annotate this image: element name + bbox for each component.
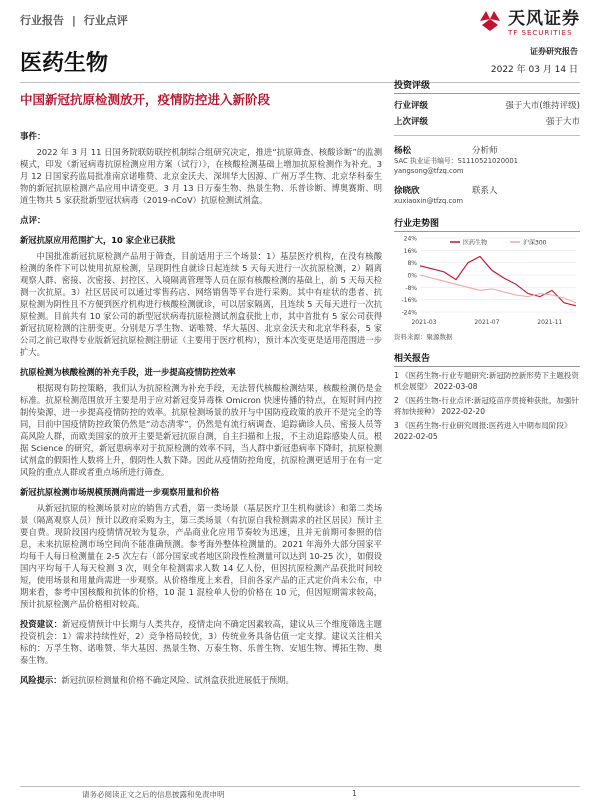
y-tick-label: -24% [401,309,417,317]
paragraph-3: 从新冠抗原的检测场景对应的销售方式看，第一类场景（基层医疗卫生机构就诊）和第二类场景（隔离观察人员）预计以政府采购为主，第三类场景（有抗原自我检测需求的社区居民）预计主要自费。现阶段国内疫情情况较为复杂，产品商业化应用节奏较为迅速，且并无前期可参照的信息，未来抗原检测市场空间尚不能准确预测。参考海外整体检测量的。2021 年海外大部分国家平均每千人每日检测量在 2-5 次左右（部分国家或者地区阶段性检测量可以达到 10-25 次），如假设国内平均每千人每天检测 3 次，则全年检测需求人数 14 亿人份，但因抗原检测产品获批时间较短，使用场景和用量尚需进一步观察。从价格维度上来看，目前各家产品的正式定价尚未公布，中期来看，参考中国核酸和抗体的价格，10 混 1 混检单人份的价格在 10 元，但因短期需求较高，预计抗原检测产品价格相对较高。 [20,503,382,609]
related-report-2[interactable] [394,395,580,417]
main-content [20,88,382,694]
event-paragraph: 2022 年 3 月 11 日国务院联防联控机制综合组研究决定，推进“抗原筛查、核酸诊断”的监测模式，印发《新冠病毒抗原检测应用方案（试行）》，在核酸检测基础上增加抗原检测作为补充。3 月 12 日国家药监局批准南京诺唯赞、北京金沃夫、深圳华大因源、广州万孚生物、北京华科泰生物的新冠抗原检测产品应用申请变更。3 月 13 日万泰生物、热景生物、乐普诊断、博奥赛斯、明道生物共 5 家获批新型冠状病毒（2019-nCoV）抗原检测试剂盒。 [20,147,382,205]
previous-rating-row [394,113,580,129]
analyst-name: 杨松 [394,146,412,156]
chart-source: 资料来源：聚源数据 [394,333,453,341]
analyst-block [394,144,580,176]
related-title: 《医药生物-行业点评:新冠疫苗序贯接种获批，加强针将加快接种》 [394,396,579,416]
y-tick-label: -8% [405,284,417,292]
tag-industry-comment: 行业点评 [83,14,128,27]
brand-name-en: TF SECURITIES [508,29,573,37]
contact-name: 徐晓欣 [394,186,420,196]
event-title: 事件： [20,132,46,142]
brand-name: 天风证券 [508,9,580,29]
rating-value: 强于大市(维持评级) [505,101,580,111]
risk-warning [20,674,382,686]
sidebar [394,78,580,445]
related-date: 2022-02-05 [394,432,438,441]
related-report-3[interactable] [394,420,580,442]
y-tick-label: 0% [407,272,417,280]
investment-advice-text: 新冠疫情预计中长期与人类共存，疫情走向不确定因素较高，建议从三个维度筛选主题投资机会：1）需求持续性好，2）竞争格局较优，3）传统业务具备估值一定支撑。建议关注相关标的：万孚生物、诺唯赞、华大基因、热景生物、万泰生物、乐普生物、安旭生物、博拓生物、奥泰生物。 [20,619,382,665]
related-title: 《医药生物-行业专题研究:新冠防控新形势下主题投资机会展望》 [394,371,579,391]
legend-label: 沪深300 [523,239,547,247]
disclaimer-note: 请务必阅读正文之后的信息披露和免责申明 [82,790,225,799]
contact-title: 联系人 [472,186,498,196]
comment-title: 点评： [20,216,46,226]
legend-label: 医药生物 [463,239,488,247]
contact-email[interactable]: xuxiaoxin@tfzq.com [394,197,463,205]
report-tags [20,12,132,28]
previous-rating-value: 强于大市 [545,117,580,127]
tf-logo-icon [478,9,502,33]
investment-advice-lead: 投资建议： [20,619,63,629]
headline: 中国新冠抗原检测放开，疫情防控进入新阶段 [20,92,271,107]
industry-trend-chart [394,232,580,328]
section-heading-1: 新冠抗原应用范围扩大，10 家企业已获批 [20,235,176,245]
page-number: 1 [352,789,357,798]
related-number: 2 [394,396,399,405]
investment-advice [20,618,382,666]
analyst-license: SAC 执业证书编号：S1110521020001 [394,157,518,165]
industry-chart-box [394,216,580,341]
report-date: 2022 年 03 月 14 日 [490,65,578,75]
risk-warning-text: 新冠抗原检测量和价格不确定风险、试剂盒获批进展低于预期。 [61,675,294,685]
paragraph-1: 中国批准新冠抗原检测产品用于筛查，目前适用于三个场景：1）基层医疗机构，在没有核酸检测的条件下可以使用抗原检测，呈现阴性自就诊日起连续 5 天每天进行一次抗原检测，2）隔离观察人群、密接、次密接、封控区、入境隔离管理等人员在原有核酸检测的基础上，前 5 天每天检测一次抗原。3）社区居民可以通过零售药店、网络销售等平台进行采购。其中有症状的患者、抗原检测为阴性且不方便到医疗机构进行核酸检测就诊，可以居家隔离，且连续 5 天每天进行一次抗原检测。目前共有 10 家公司的新型冠状病毒抗原检测试剂盒获批上市，其中首批有 5 家公司获得新冠抗原检测的注册变更。分别是万孚生物、诺唯赞、华大基因、北京金沃夫和北京华科泰，5 家公司之前已取得专业版新冠抗原检测注册证（主要用于医疗机构），预计本次变更是适用范围进一步扩大。 [20,251,382,357]
related-header: 相关报告 [394,351,580,367]
related-date: 2022-03-08 [433,382,478,391]
x-tick-label: 2021-03 [411,319,437,326]
paragraph-2: 根据现有防控策略，我们认为抗原检测为补充手段，无法替代核酸检测结果，核酸检测仍是金标准。抗原检测范围放开主要是用于应对新冠变异毒株 Omicron 快速传播的特点，在短时间内控制传染源，进一步提高疫情防控的效率。抗原检测场景的放开与中国防疫政策的放开不是完全的等同，目前中国疫情防控政策仍然是“动态清零”，仍然是有流行病调查、追踪确诊人员、密接人员等高风险人群，而欧美国家的放开主要是新冠抗原自测，自主扫描和上报，不主动追踪感染人员。根据 Science 的研究，新冠患病率对于抗原检测的效率不同，当人群中新冠患病率下降时，抗原检测试剂盒的假阳性人数将上升，假阴性人数下降。因此从疫情防控角度，抗原检测更适用于在有一定风险的重点人群或者重点场所进行筛查。 [20,383,382,477]
footer [20,786,580,801]
rating-header: 投资评级 [394,78,580,94]
top-bar [0,0,600,40]
related-number: 1 [394,371,399,380]
y-tick-label: -16% [401,297,417,305]
x-tick-label: 2021-07 [474,319,500,326]
series-line-2 [420,275,576,303]
rating-divider [394,135,580,136]
tag-industry-report: 行业报告 [20,14,64,27]
related-report-1[interactable] [394,370,580,392]
y-tick-label: 8% [407,260,417,268]
report-type: 证券研究报告 [530,47,578,56]
sector-title: 医药生物 [20,51,109,76]
section-heading-2: 抗原检测为核酸检测的补充手段，进一步提高疫情防控效率 [20,367,236,377]
risk-warning-lead: 风险提示： [20,675,62,685]
chart-header: 行业走势图 [394,216,580,232]
related-date: 2022-02-20 [441,407,485,416]
analyst-title: 分析师 [472,146,498,156]
related-title: 《医药生物-行业研究周报:医药进入中期布局阶段》 [401,421,572,430]
brand-logo [478,4,580,37]
industry-rating-row [394,97,580,113]
y-tick-label: 24% [403,235,417,243]
analyst-email[interactable]: yangsong@tfzq.com [394,167,464,175]
y-tick-label: 16% [403,247,417,255]
contact-block [394,184,580,206]
related-number: 3 [394,421,399,430]
section-heading-3: 新冠抗原检测市场规模预测尚需进一步观察用量和价格 [20,487,220,497]
previous-rating-label: 上次评级 [394,117,429,127]
rating-label: 行业评级 [394,101,429,111]
tag-separator: | [71,14,76,27]
x-tick-label: 2021-11 [537,319,563,326]
